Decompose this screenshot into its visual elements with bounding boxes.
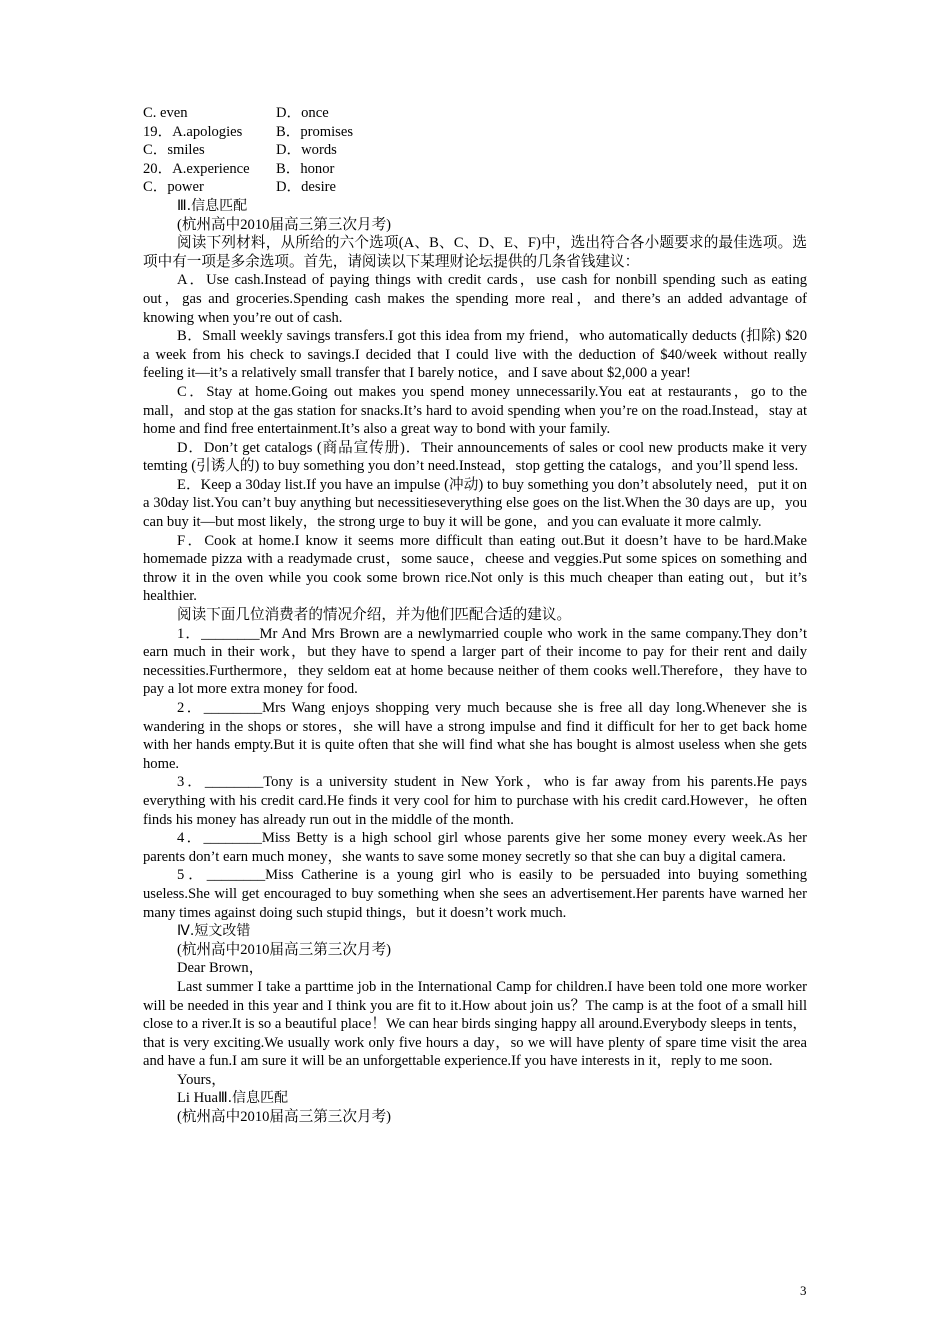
question-paragraph: 3．________Tony is a university student in New York，who is far away from his parents.He pays everything with his credit card.He finds it very cool for him to purchase with his credit card.However，he often finds his money has already run out in the middle of the month.	[143, 774, 807, 828]
letter-closing: Yours，	[177, 1071, 226, 1088]
tip-paragraph: F．Cook at home.I know it seems more difficult than eating out.But it doesn’t have to be hard.Make homemade pizza with a readymade crust，some sauce，cheese and veggies.Put some spices on something and throw it in the oven while you cook some brown rice.Not only is this much cheaper than eating out，but it’s healthier.	[143, 532, 807, 605]
answer-options	[143, 104, 807, 197]
letter-body: Last summer I take a parttime job in the International Camp for children.I have been told one more worker will be needed in this year and I think you are fit to it.How about join us？The camp is at the foot of a small hill close to a river.It is so a beautiful place！We can hear birds singing happy all around.Everybody sleeps in tents，that is very exciting.We usually work only five hours a day，so we will have plenty of spare time visit the area and have a fun.I am sure it will be an unforgettable experience.If you have interests in it，reply to me soon.	[143, 978, 807, 1070]
option-row: 20．A.experience B．honor	[143, 160, 335, 177]
section-heading: Ⅲ.信息匹配	[217, 1090, 289, 1107]
section-source: (杭州高中2010届高三第三次月考)	[177, 941, 392, 958]
tip-paragraph: A．Use cash.Instead of paying things with credit cards，use cash for nonbill spending such as eating out，gas and groceries.Spending cash makes the spending more real，and there’s an added advantage of knowing when you’re out of cash.	[143, 272, 807, 326]
section-source: (杭州高中2010届高三第三次月考)	[177, 1109, 392, 1126]
question-paragraph: 1．________Mr And Mrs Brown are a newlymarried couple who work in the same company.They don’t earn much in their work，but they have to spend a larger part of their income to pay for their rent and daily necessities.Furthermore，they seldom eat at home because neither of them cooks well.Therefore，they have to pay a lot more extra money for food.	[143, 625, 807, 698]
option-row: C. even D．once	[143, 105, 329, 121]
letter-signature-line	[143, 1089, 807, 1108]
section-instruction: 阅读下列材料，从所给的六个选项(A、B、C、D、E、F)中，选出符合各小题要求的最佳选项。选项中有一项是多余选项。首先，请阅读以下某理财论坛提供的几条省钱建议：	[143, 235, 807, 270]
question-paragraph: 5．________Miss Catherine is a young girl who is easily to be persuaded into buying something useless.She will get encouraged to buy something when she sees an advertisement.Her parents have warned her many times against doing such stupid things，but it doesn’t work much.	[143, 867, 807, 921]
section-instruction: 阅读下面几位消费者的情况介绍，并为他们匹配合适的建议。	[177, 607, 572, 624]
section-source: (杭州高中2010届高三第三次月考)	[177, 216, 392, 233]
tip-paragraph: B．Small weekly savings transfers.I got this idea from my friend，who automatically deducts (扣除) $20 a week from his check to savings.I decided that I could live with the deduction of $40/week without really feeling it—it’s a relatively small transfer that I barely notice，and I save about $2,000 a year!	[143, 328, 807, 382]
question-paragraph: 4．________Miss Betty is a high school girl whose parents give her some money every week.As her parents don’t earn much money，she wants to save some money secretly so that she can buy a digital camera.	[143, 830, 807, 865]
tip-paragraph: E．Keep a 30day list.If you have an impulse (冲动) to buy something you don’t absolutely need，put it on a 30day list.You can’t buy anything but necessitieseverything else goes on the list.When the 30 days are up，you can buy it—but most likely，the strong urge to buy it will be gone，and you can evaluate it more calmly.	[143, 476, 807, 531]
question-paragraph: 2．________Mrs Wang enjoys shopping very much because she is free all day long.Whenever she is wandering in the shops or stores，she will have a strong impulse and find it difficult for her to get back home with her hands empty.But it is quite often that she will find what she has bought is almost useless when she gets home.	[143, 700, 807, 772]
tip-paragraph: C．Stay at home.Going out makes you spend money unnecessarily.You eat at restaurants，go to the mall，and stop at the gas station for snacks.It’s hard to avoid spending when you’re on the road.Instead，stay at home and find free entertainment.It’s also a great way to bond with your family.	[143, 383, 807, 438]
text-column	[143, 104, 807, 1127]
section-heading: Ⅳ.短文改错	[177, 923, 251, 940]
option-row: C．power D．desire	[143, 179, 336, 196]
letter-salutation: Dear Brown，	[177, 960, 264, 977]
letter-signature: Li Hua	[177, 1090, 218, 1107]
section-heading: Ⅲ.信息匹配	[177, 197, 248, 214]
page-number: 3	[800, 1283, 807, 1298]
option-row: 19．A.apologies B．promises	[143, 123, 354, 140]
tip-paragraph: D．Don’t get catalogs (商品宣传册)．Their announcements of sales or cool new products make it very temting (引诱人的) to buy something you don’t need.Instead，stop getting the catalogs，and you’ll spend less.	[143, 439, 807, 475]
option-row: C．smiles D．words	[143, 142, 337, 159]
